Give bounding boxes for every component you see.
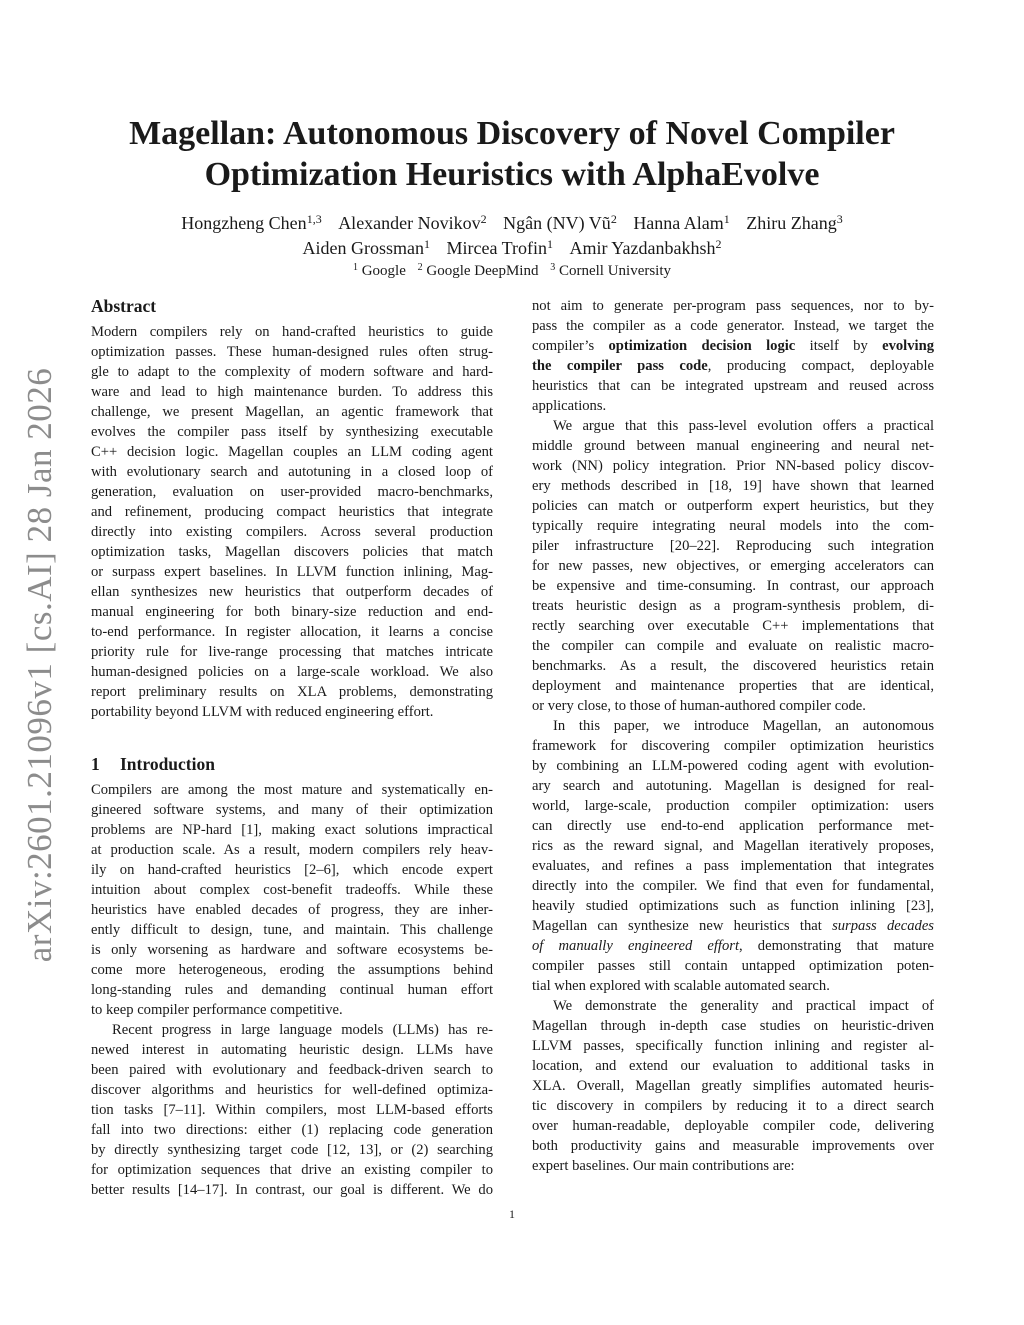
body-line: tic discovery in compilers by reducing it to a direct search (532, 1098, 934, 1114)
author (303, 238, 430, 258)
body-line: expert baselines. Our main contributions are: (532, 1158, 795, 1174)
body-line: long-standing rules and demanding continual human effort (91, 982, 493, 998)
affiliation (418, 263, 539, 279)
abstract-line: and refinement, producing compact heuristics that integrate (91, 504, 493, 520)
abstract-line: optimization tasks, Magellan discovers policies that match (91, 544, 493, 560)
body-line: framework for discovering compiler optimization heuristics (532, 738, 934, 754)
abstract-line: with evolutionary search and autotuning in a closed loop of (91, 464, 493, 480)
body-line: or very close, to those of human-authored compiler code. (532, 698, 866, 714)
bold-text: evolving (882, 338, 934, 354)
body-line: compiler passes still contain untapped optimization poten- (532, 958, 934, 974)
abstract-line: Modern compilers rely on hand-crafted heuristics to guide (91, 324, 493, 340)
bold-text: optimization decision logic (608, 338, 796, 354)
body-line: by directly synthesizing target code [12, 13], or (2) searching (91, 1142, 493, 1158)
bold-text: the compiler pass code (532, 358, 708, 374)
body-line: LLVM passes, specifically function inlining and register al- (532, 1038, 934, 1054)
body-line: rectly searching over executable C++ implementations that (532, 618, 934, 634)
section-title: Introduction (120, 754, 215, 774)
author-name: Hanna Alam (633, 213, 724, 233)
body-line: world, large-scale, production compiler optimization: users (532, 798, 934, 814)
author-name: Aiden Grossman (302, 238, 424, 258)
body-line: ently difficult to design, tune, and maintain. This challenge (91, 922, 493, 938)
affiliation-number: 3 (550, 262, 556, 273)
affiliation (550, 263, 671, 279)
author-row (80, 211, 944, 236)
author-name: Ngân (NV) Vũ (503, 213, 611, 233)
affiliation-name: Cornell University (558, 263, 672, 279)
author-row (80, 236, 944, 261)
body-line: We demonstrate the generality and practical impact of (553, 998, 934, 1014)
author-affiliation-mark: 2 (480, 212, 487, 226)
body-line (532, 336, 934, 356)
affiliation (353, 263, 406, 279)
body-line: not aim to generate per-program pass sequences, nor to by- (532, 298, 934, 314)
body-line: both productivity gains and measurable improvements over (532, 1138, 934, 1154)
title-line: Magellan: Autonomous Discovery of Novel Compiler (129, 115, 895, 152)
section-number: 1 (91, 754, 100, 774)
body-line (532, 356, 934, 376)
body-line: tion tasks [7–11]. Within compilers, most LLM-based efforts (91, 1102, 493, 1118)
right-paragraph-4 (532, 996, 934, 1176)
body-line: treats heuristic design as a program-synthesis problem, di- (532, 598, 934, 614)
abstract-line: ellan synthesizes new heuristics that outperform decades of (91, 584, 493, 600)
author-affiliation-mark: 1 (546, 237, 553, 251)
abstract-line: generation, evaluation on user-provided macro-benchmarks, (91, 484, 493, 500)
author-name: Amir Yazdanbakhsh (569, 238, 716, 258)
author-list (80, 211, 944, 261)
body-line: fall into two directions: either (1) replacing code generation (91, 1122, 493, 1138)
section-heading-introduction (91, 752, 493, 776)
body-line: Compilers are among the most mature and systematically en- (91, 782, 493, 798)
body-line (532, 936, 934, 956)
body-line: at production scale. As a result, modern compilers rely heav- (91, 842, 493, 858)
body-line: ery methods described in [18, 19] have shown that learned (532, 478, 934, 494)
body-line: In this paper, we introduce Magellan, an autonomous (553, 718, 934, 734)
affiliation-name: Google DeepMind (426, 263, 539, 279)
affiliation-number: 2 (417, 262, 423, 273)
page-number: 1 (509, 1207, 515, 1221)
abstract-line: evolves the compiler pass itself by synthesizing executable (91, 424, 493, 440)
author (569, 238, 721, 258)
author-affiliation-mark: 1,3 (306, 212, 322, 226)
abstract-line: report preliminary results on XLA problems, demonstrating (91, 684, 493, 700)
author-name: Hongzheng Chen (181, 213, 307, 233)
body-line: Recent progress in large language models (LLMs) has re- (112, 1022, 493, 1038)
body-line: evaluates, and refines a pass implementation that integrates (532, 858, 934, 874)
author (338, 213, 486, 233)
body-line: is only worsening as hardware and software ecosystems be- (91, 942, 493, 958)
body-line: middle ground between manual engineering and neural net- (532, 438, 934, 454)
body-line: Magellan through in-depth case studies on heuristic-driven (532, 1018, 934, 1034)
body-line: piler infrastructure [20–22]. Reproducing such integration (532, 538, 934, 554)
body-line: benchmarks. As a result, the discovered heuristics retain (532, 658, 934, 674)
text-run: itself by (795, 338, 883, 354)
body-line: by combining an LLM-powered coding agent with evolution- (532, 758, 934, 774)
right-column (532, 296, 934, 1176)
body-line: directly into the compiler. We find that even for fundamental, (532, 878, 934, 894)
author-affiliation-mark: 1 (423, 237, 430, 251)
body-line: heavily studied optimizations such as function inlining [23], (532, 898, 934, 914)
italic-text: of manually engineered effort (532, 938, 740, 954)
body-line: intuition about complex cost-benefit tradeoffs. While these (91, 882, 493, 898)
body-line: tial when explored with scalable automated search. (532, 978, 830, 994)
abstract-line: ware and lead to high maintenance burden. To address this (91, 384, 493, 400)
abstract-line: or surpass expert baselines. In LLVM function inlining, Mag- (91, 564, 493, 580)
text-run: , demonstrating that mature (739, 938, 934, 954)
body-line: work (NN) policy integration. Prior NN-based policy discov- (532, 458, 934, 474)
text-run: Magellan can synthesize new heuristics that (532, 918, 833, 934)
body-line: been paired with evolutionary and feedback-driven search to (91, 1062, 493, 1078)
right-paragraph-3 (532, 716, 934, 996)
author (446, 238, 553, 258)
author-affiliation-mark: 2 (715, 237, 722, 251)
body-line: heuristics have enabled decades of progress, they are inher- (91, 902, 493, 918)
affiliation-list (80, 261, 944, 281)
abstract-line: portability beyond LLVM with reduced engineering effort. (91, 704, 434, 720)
body-line: heuristics that can be integrated upstream and reused across (532, 378, 934, 394)
author-name: Mircea Trofin (446, 238, 547, 258)
body-line: can directly use end-to-end application performance met- (532, 818, 934, 834)
affiliation-number: 1 (352, 262, 358, 273)
body-line: typically require integrating neural models into the com- (532, 518, 934, 534)
body-line: for new passes, new objectives, or emerging accelerators can (532, 558, 934, 574)
author (181, 213, 321, 233)
author (633, 213, 729, 233)
body-line: pass the compiler as a code generator. Instead, we target the (532, 318, 934, 334)
body-line: applications. (532, 398, 607, 414)
body-line (532, 916, 934, 936)
author (746, 213, 842, 233)
body-line: be expensive and time-consuming. In contrast, our approach (532, 578, 934, 594)
right-paragraph-2 (532, 416, 934, 716)
abstract-body (91, 322, 493, 722)
body-line: gineered software systems, and many of their optimization (91, 802, 493, 818)
body-line: the compiler can compile and evaluate on realistic macro- (532, 638, 934, 654)
abstract-line: gle to adapt to the complexity of modern software and hard- (91, 364, 493, 380)
abstract-line: manual engineering for both binary-size reduction and end- (91, 604, 493, 620)
affiliation-name: Google (361, 263, 406, 279)
body-line: ary search and autotuning. Magellan is designed for real- (532, 778, 934, 794)
arxiv-identifier[interactable]: arXiv:2601.21096v1 [cs.AI] 28 Jan 2026 (20, 367, 59, 963)
body-line: newed interest in automating heuristic design. LLMs have (91, 1042, 493, 1058)
title-line: Optimization Heuristics with AlphaEvolve (204, 156, 820, 193)
body-line: location, and extend our evaluation to additional tasks in (532, 1058, 934, 1074)
body-line: XLA. Overall, Magellan greatly simplifies automated heuris- (532, 1078, 934, 1094)
intro-paragraph-2 (91, 1020, 493, 1200)
author-affiliation-mark: 1 (723, 212, 730, 226)
italic-text: surpass decades (832, 918, 934, 934)
body-line: problems are NP-hard [1], making exact solutions impractical (91, 822, 493, 838)
body-line: to keep compiler performance competitive. (91, 1002, 343, 1018)
left-column (91, 294, 493, 1200)
text-run: compiler’s (532, 338, 609, 354)
author-affiliation-mark: 2 (610, 212, 617, 226)
abstract-line: optimization passes. These human-designed rules often strug- (91, 344, 493, 360)
body-line: policies can match or outperform expert heuristics, but they (532, 498, 934, 514)
author-affiliation-mark: 3 (836, 212, 843, 226)
abstract-line: priority rule for live-range processing that matches intricate (91, 644, 493, 660)
abstract-line: C++ decision logic. Magellan couples an LLM coding agent (91, 444, 493, 460)
body-line: for optimization sequences that drive an existing compiler to (91, 1162, 493, 1178)
text-run: , producing compact, deployable (707, 358, 934, 374)
author (503, 213, 617, 233)
arxiv-watermark (10, 367, 70, 963)
body-line: discover algorithms and heuristics for well-defined optimiza- (91, 1082, 493, 1098)
body-line: We argue that this pass-level evolution offers a practical (553, 418, 934, 434)
abstract-line: directly into existing compilers. Across several production (91, 524, 493, 540)
body-line: over human-readable, deployable compiler code, delivering (532, 1118, 934, 1134)
body-line: better results [14–17]. In contrast, our goal is different. We do (91, 1182, 493, 1198)
body-line: deployment and maintenance properties that are identical, (532, 678, 934, 694)
intro-paragraph-1 (91, 780, 493, 1020)
body-line: ily on hand-crafted heuristics [2–6], which encode expert (91, 862, 493, 878)
body-line: come more heterogeneous, eroding the assumptions behind (91, 962, 493, 978)
right-paragraph-1 (532, 296, 934, 416)
abstract-heading: Abstract (91, 296, 157, 316)
abstract-line: human-designed policies on a large-scale workload. We also (91, 664, 493, 680)
abstract-line: challenge, we present Magellan, an agentic framework that (91, 404, 493, 420)
body-line: rics as the reward signal, and Magellan iteratively proposes, (532, 838, 934, 854)
author-name: Zhiru Zhang (746, 213, 837, 233)
abstract-line: to-end performance. In register allocation, it learns a concise (91, 624, 493, 640)
paper-title (80, 113, 944, 195)
author-name: Alexander Novikov (338, 213, 481, 233)
